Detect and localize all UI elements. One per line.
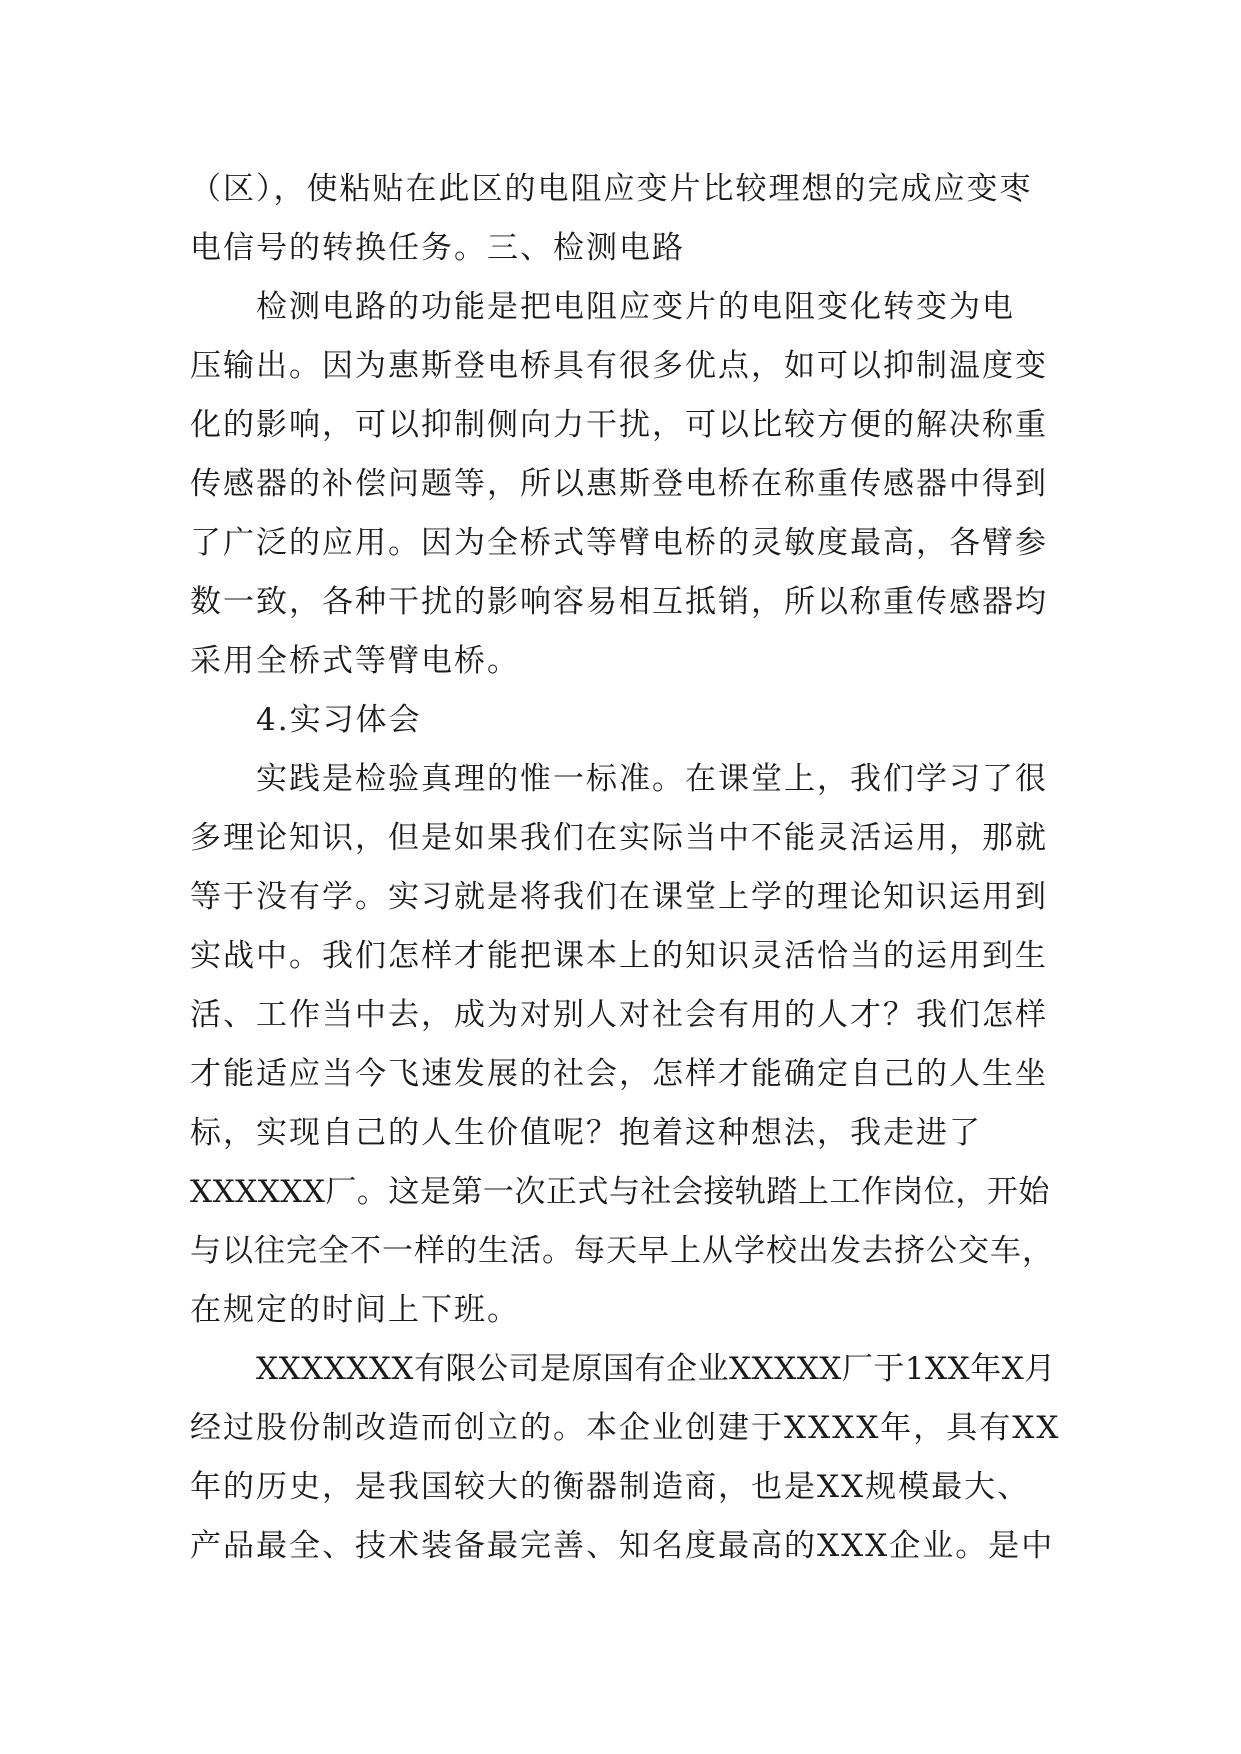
text-line: 标，实现自己的人生价值呢？抱着这种想法，我走进了 [190,1115,982,1151]
text-line: 传感器的补偿问题等，所以惠斯登电桥在称重传感器中得到 [190,466,1048,502]
text-line: 经过股份制改造而创立的。本企业创建于XXXX年，具有XX [190,1410,1061,1446]
text-line: 活、工作当中去，成为对别人对社会有用的人才？我们怎样 [190,997,1048,1033]
text-line: 压输出。因为惠斯登电桥具有很多优点，如可以抑制温度变 [190,348,1048,384]
body-text [190,160,1060,1576]
text-line: 产品最全、技术装备最完善、知名度最高的XXX企业。是中 [190,1528,1055,1564]
text-line: 采用全桥式等臂电桥。 [190,643,520,679]
text-line: 了广泛的应用。因为全桥式等臂电桥的灵敏度最高，各臂参 [190,525,1048,561]
text-line: 年的历史，是我国较大的衡器制造商，也是XX规模最大、 [190,1469,1031,1505]
text-line: XXXXXX厂。这是第一次正式与社会接轨踏上工作岗位，开始 [190,1174,1050,1210]
text-line: 检测电路的功能是把电阻应变片的电阻变化转变为电 [256,289,1015,325]
text-line: 数一致，各种干扰的影响容易相互抵销，所以称重传感器均 [190,584,1048,620]
text-line: 实践是检验真理的惟一标准。在课堂上，我们学习了很 [256,761,1048,797]
text-line: 化的影响，可以抑制侧向力干扰，可以比较方便的解决称重 [190,407,1048,443]
text-line: 在规定的时间上下班。 [190,1292,520,1328]
text-line: 多理论知识，但是如果我们在实际当中不能灵活运用，那就 [190,820,1048,856]
text-line: 才能适应当今飞速发展的社会，怎样才能确定自己的人生坐 [190,1056,1048,1092]
text-line: 等于没有学。实习就是将我们在课堂上学的理论知识运用到 [190,879,1048,915]
text-line: （区），使粘贴在此区的电阻应变片比较理想的完成应变枣 [190,171,1033,207]
text-line: 4.实习体会 [256,702,422,738]
text-line: XXXXXXX有限公司是原国有企业XXXXX厂于1XX年X月 [256,1351,1056,1387]
text-line: 电信号的转换任务。三、检测电路 [190,230,685,266]
text-line: 实战中。我们怎样才能把课本上的知识灵活恰当的运用到生 [190,938,1048,974]
text-line: 与以往完全不一样的生活。每天早上从学校出发去挤公交车， [190,1233,1054,1269]
